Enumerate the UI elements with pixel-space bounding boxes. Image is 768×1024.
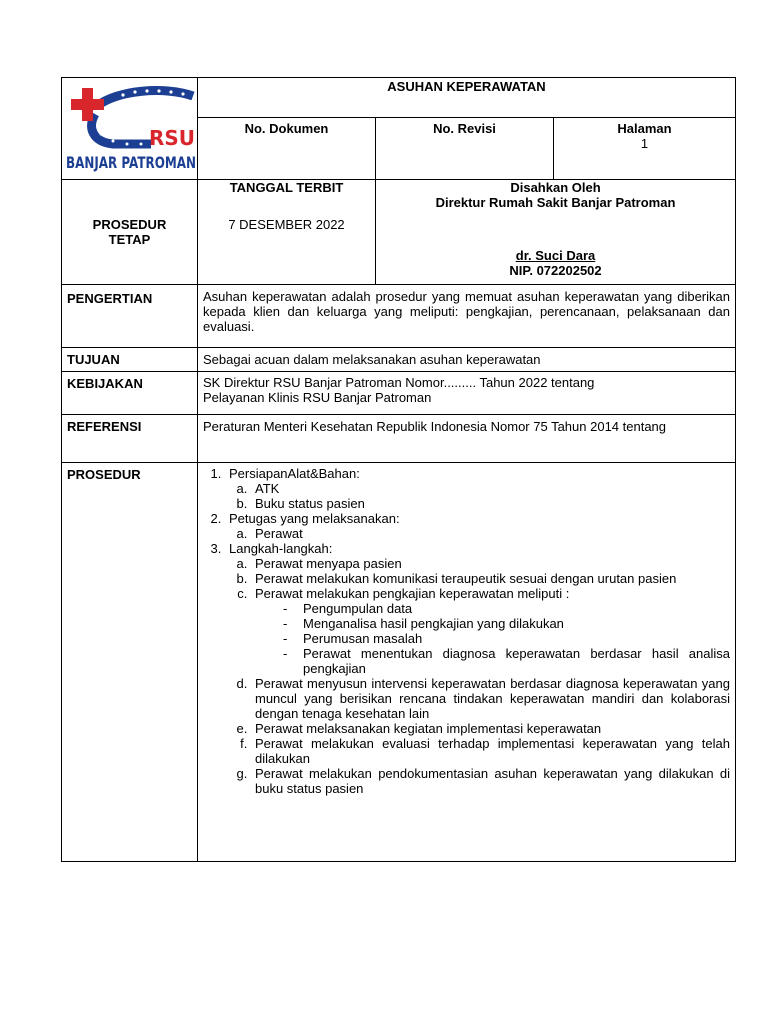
signatory-name: dr. Suci Dara — [515, 248, 596, 263]
halaman-label: Halaman — [617, 121, 672, 137]
signatory-nip: NIP. 072202502 — [509, 263, 602, 278]
logo-emblem-text: RSU — [149, 126, 196, 150]
step-2-title: Petugas yang melaksanakan: — [229, 511, 400, 526]
halaman-cell — [554, 118, 736, 180]
step-1-title: PersiapanAlat&Bahan: — [229, 466, 360, 481]
hospital-logo — [65, 82, 197, 177]
section-title-cell — [62, 180, 198, 285]
kebijakan-label: KEBIJAKAN — [62, 372, 198, 415]
referensi-text: Peraturan Menteri Kesehatan Republik Indonesia Nomor 75 Tahun 2014 tentang — [198, 415, 736, 463]
pengertian-text: Asuhan keperawatan adalah prosedur yang memuat asuhan keperawatan yang diberikan kepada klien dan keluarga yang meliputi: pengkajian, perencanaan, pelaksanaan dan evaluasi. — [198, 285, 736, 348]
section-title-line1: PROSEDUR — [92, 217, 167, 232]
list-item-text: Perawat melakukan pengkajian keperawatan meliputi : — [255, 586, 570, 601]
pengesahan-cell — [376, 180, 736, 285]
list-item: a. Perawat menyapa pasien — [251, 556, 730, 571]
list-item — [251, 586, 730, 676]
step-2 — [225, 511, 730, 541]
section-title-line2: TETAP — [108, 232, 151, 247]
kebijakan-text — [198, 372, 736, 415]
referensi-label: REFERENSI — [62, 415, 198, 463]
no-revisi-label: No. Revisi — [433, 121, 496, 137]
prosedur-content — [198, 463, 736, 862]
kebijakan-line1: SK Direktur RSU Banjar Patroman Nomor......... Tahun 2022 tentang — [203, 375, 595, 390]
disahkan-oleh-label: Disahkan Oleh — [510, 180, 601, 195]
step-3 — [225, 541, 730, 796]
step-2-items — [229, 526, 730, 541]
document-title-cell — [198, 78, 736, 118]
sub-list-item: - Perawat menentukan diagnosa keperawatan berdasar hasil analisa pengkajian — [281, 646, 730, 676]
list-item: a. ATK — [251, 481, 730, 496]
step-1-items — [229, 481, 730, 511]
sop-table — [61, 77, 736, 862]
prosedur-steps — [203, 466, 730, 796]
step-3-title: Langkah-langkah: — [229, 541, 333, 556]
step-1 — [225, 466, 730, 511]
pengkajian-subitems — [255, 601, 730, 676]
step-3-items — [229, 556, 730, 796]
tanggal-terbit-label: TANGGAL TERBIT — [229, 180, 344, 195]
hospital-logo-cell — [62, 78, 198, 180]
tanggal-terbit-value: 7 DESEMBER 2022 — [228, 217, 345, 232]
list-item: e. Perawat melaksanakan kegiatan implementasi keperawatan — [251, 721, 730, 736]
list-item: a. Perawat — [251, 526, 730, 541]
prosedur-label: PROSEDUR — [62, 463, 198, 862]
tanggal-terbit-cell — [198, 180, 376, 285]
rsu-emblem-icon — [65, 82, 197, 174]
halaman-value: 1 — [640, 136, 649, 152]
red-cross-icon — [71, 88, 104, 121]
list-item: b. Perawat melakukan komunikasi teraupeutik sesuai dengan urutan pasien — [251, 571, 730, 586]
list-item: g. Perawat melakukan pendokumentasian asuhan keperawatan yang dilakukan di buku status pasien — [251, 766, 730, 796]
sub-list-item: - Pengumpulan data — [281, 601, 730, 616]
list-item: f. Perawat melakukan evaluasi terhadap implementasi keperawatan yang telah dilakukan — [251, 736, 730, 766]
no-dokumen-cell — [198, 118, 376, 180]
sub-list-item: - Menganalisa hasil pengkajian yang dilakukan — [281, 616, 730, 631]
no-dokumen-label: No. Dokumen — [244, 121, 329, 137]
pengertian-label: PENGERTIAN — [62, 285, 198, 348]
list-item: d. Perawat menyusun intervensi keperawatan berdasar diagnosa keperawatan yang muncul yang berisikan rencana tindakan keperawatan mandiri dan kolaborasi dengan tenaga kesehatan lain — [251, 676, 730, 721]
tujuan-label: TUJUAN — [62, 348, 198, 372]
disahkan-position: Direktur Rumah Sakit Banjar Patroman — [435, 195, 676, 210]
tujuan-text: Sebagai acuan dalam melaksanakan asuhan keperawatan — [198, 348, 736, 372]
sop-document — [61, 77, 735, 862]
list-item: b. Buku status pasien — [251, 496, 730, 511]
sub-list-item: - Perumusan masalah — [281, 631, 730, 646]
no-revisi-cell — [376, 118, 554, 180]
logo-hospital-name: BANJAR PATROMAN — [66, 153, 196, 172]
kebijakan-line2: Pelayanan Klinis RSU Banjar Patroman — [203, 390, 432, 405]
document-title: ASUHAN KEPERAWATAN — [387, 79, 546, 94]
